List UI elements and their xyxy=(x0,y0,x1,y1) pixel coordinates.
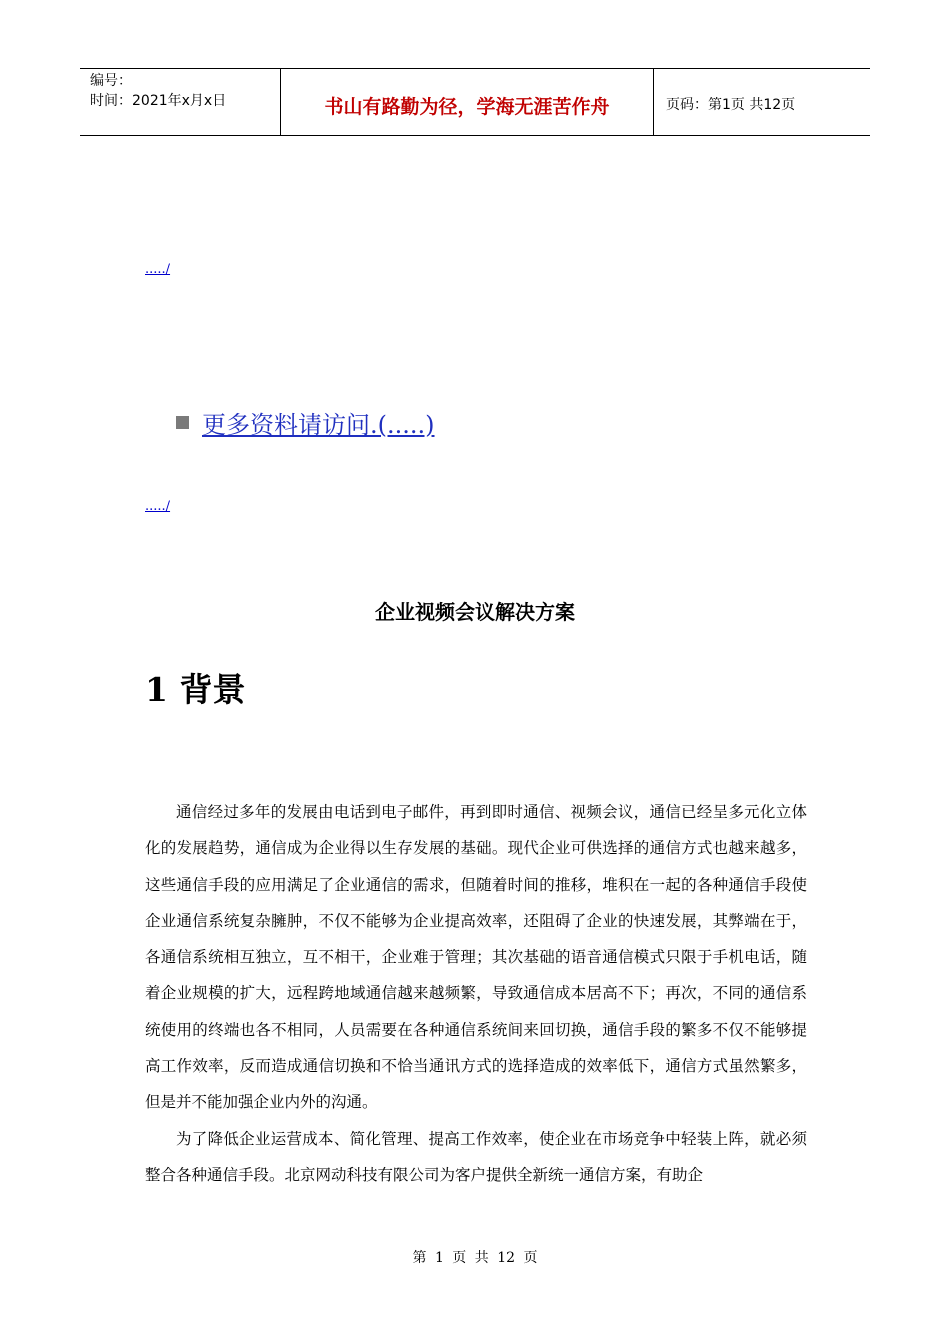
more-info-link[interactable]: 更多资料请访问.(.....) xyxy=(202,411,435,439)
header-table xyxy=(80,68,870,136)
header-page-cell xyxy=(654,69,870,135)
page-footer: 第 1 页 共 12 页 xyxy=(412,1250,538,1266)
paragraph: 通信经过多年的发展由电话到电子邮件，再到即时通信、视频会议，通信已经呈多元化立体化的发展趋势，通信成为企业得以生存发展的基础。现代企业可供选择的通信方式也越来越多，这些通信手段的应用满足了企业通信的需求，但随着时间的推移，堆积在一起的各种通信手段使企业通信系统复杂臃肿，不仅不能够为企业提高效率，还阻碍了企业的快速发展，其弊端在于，各通信系统相互独立，互不相干，企业难于管理；其次基础的语音通信模式只限于手机电话，随着企业规模的扩大，远程跨地域通信越来越频繁，导致通信成本居高不下；再次，不同的通信系统使用的终端也各不相同，人员需要在各种通信系统间来回切换，通信手段的繁多不仅不能够提高工作效率，反而造成通信切换和不恰当通讯方式的选择造成的效率低下，通信方式虽然繁多，但是并不能加强企业内外的沟通。 xyxy=(145,803,807,1112)
header-page-info: 页码：第1页 共12页 xyxy=(666,97,796,113)
section-heading: 1 背景 xyxy=(145,670,246,709)
body-text xyxy=(145,794,807,1193)
top-link[interactable]: ...../ xyxy=(145,262,171,277)
document-number-label: 编号： xyxy=(90,73,132,89)
document-time-label: 时间：2021年x月x日 xyxy=(90,93,227,109)
document-title: 企业视频会议解决方案 xyxy=(375,600,575,624)
header-motto-cell xyxy=(281,69,654,135)
square-bullet-icon xyxy=(176,416,189,429)
paragraph: 为了降低企业运营成本、简化管理、提高工作效率，使企业在市场竞争中轻装上阵，就必须整合各种通信手段。北京网动科技有限公司为客户提供全新统一通信方案，有助企 xyxy=(145,1129,807,1184)
more-info-line xyxy=(176,405,435,440)
bottom-link[interactable]: ...../ xyxy=(145,499,171,514)
header-meta-cell xyxy=(80,69,281,135)
header-motto: 书山有路勤为径，学海无涯苦作舟 xyxy=(324,95,610,118)
